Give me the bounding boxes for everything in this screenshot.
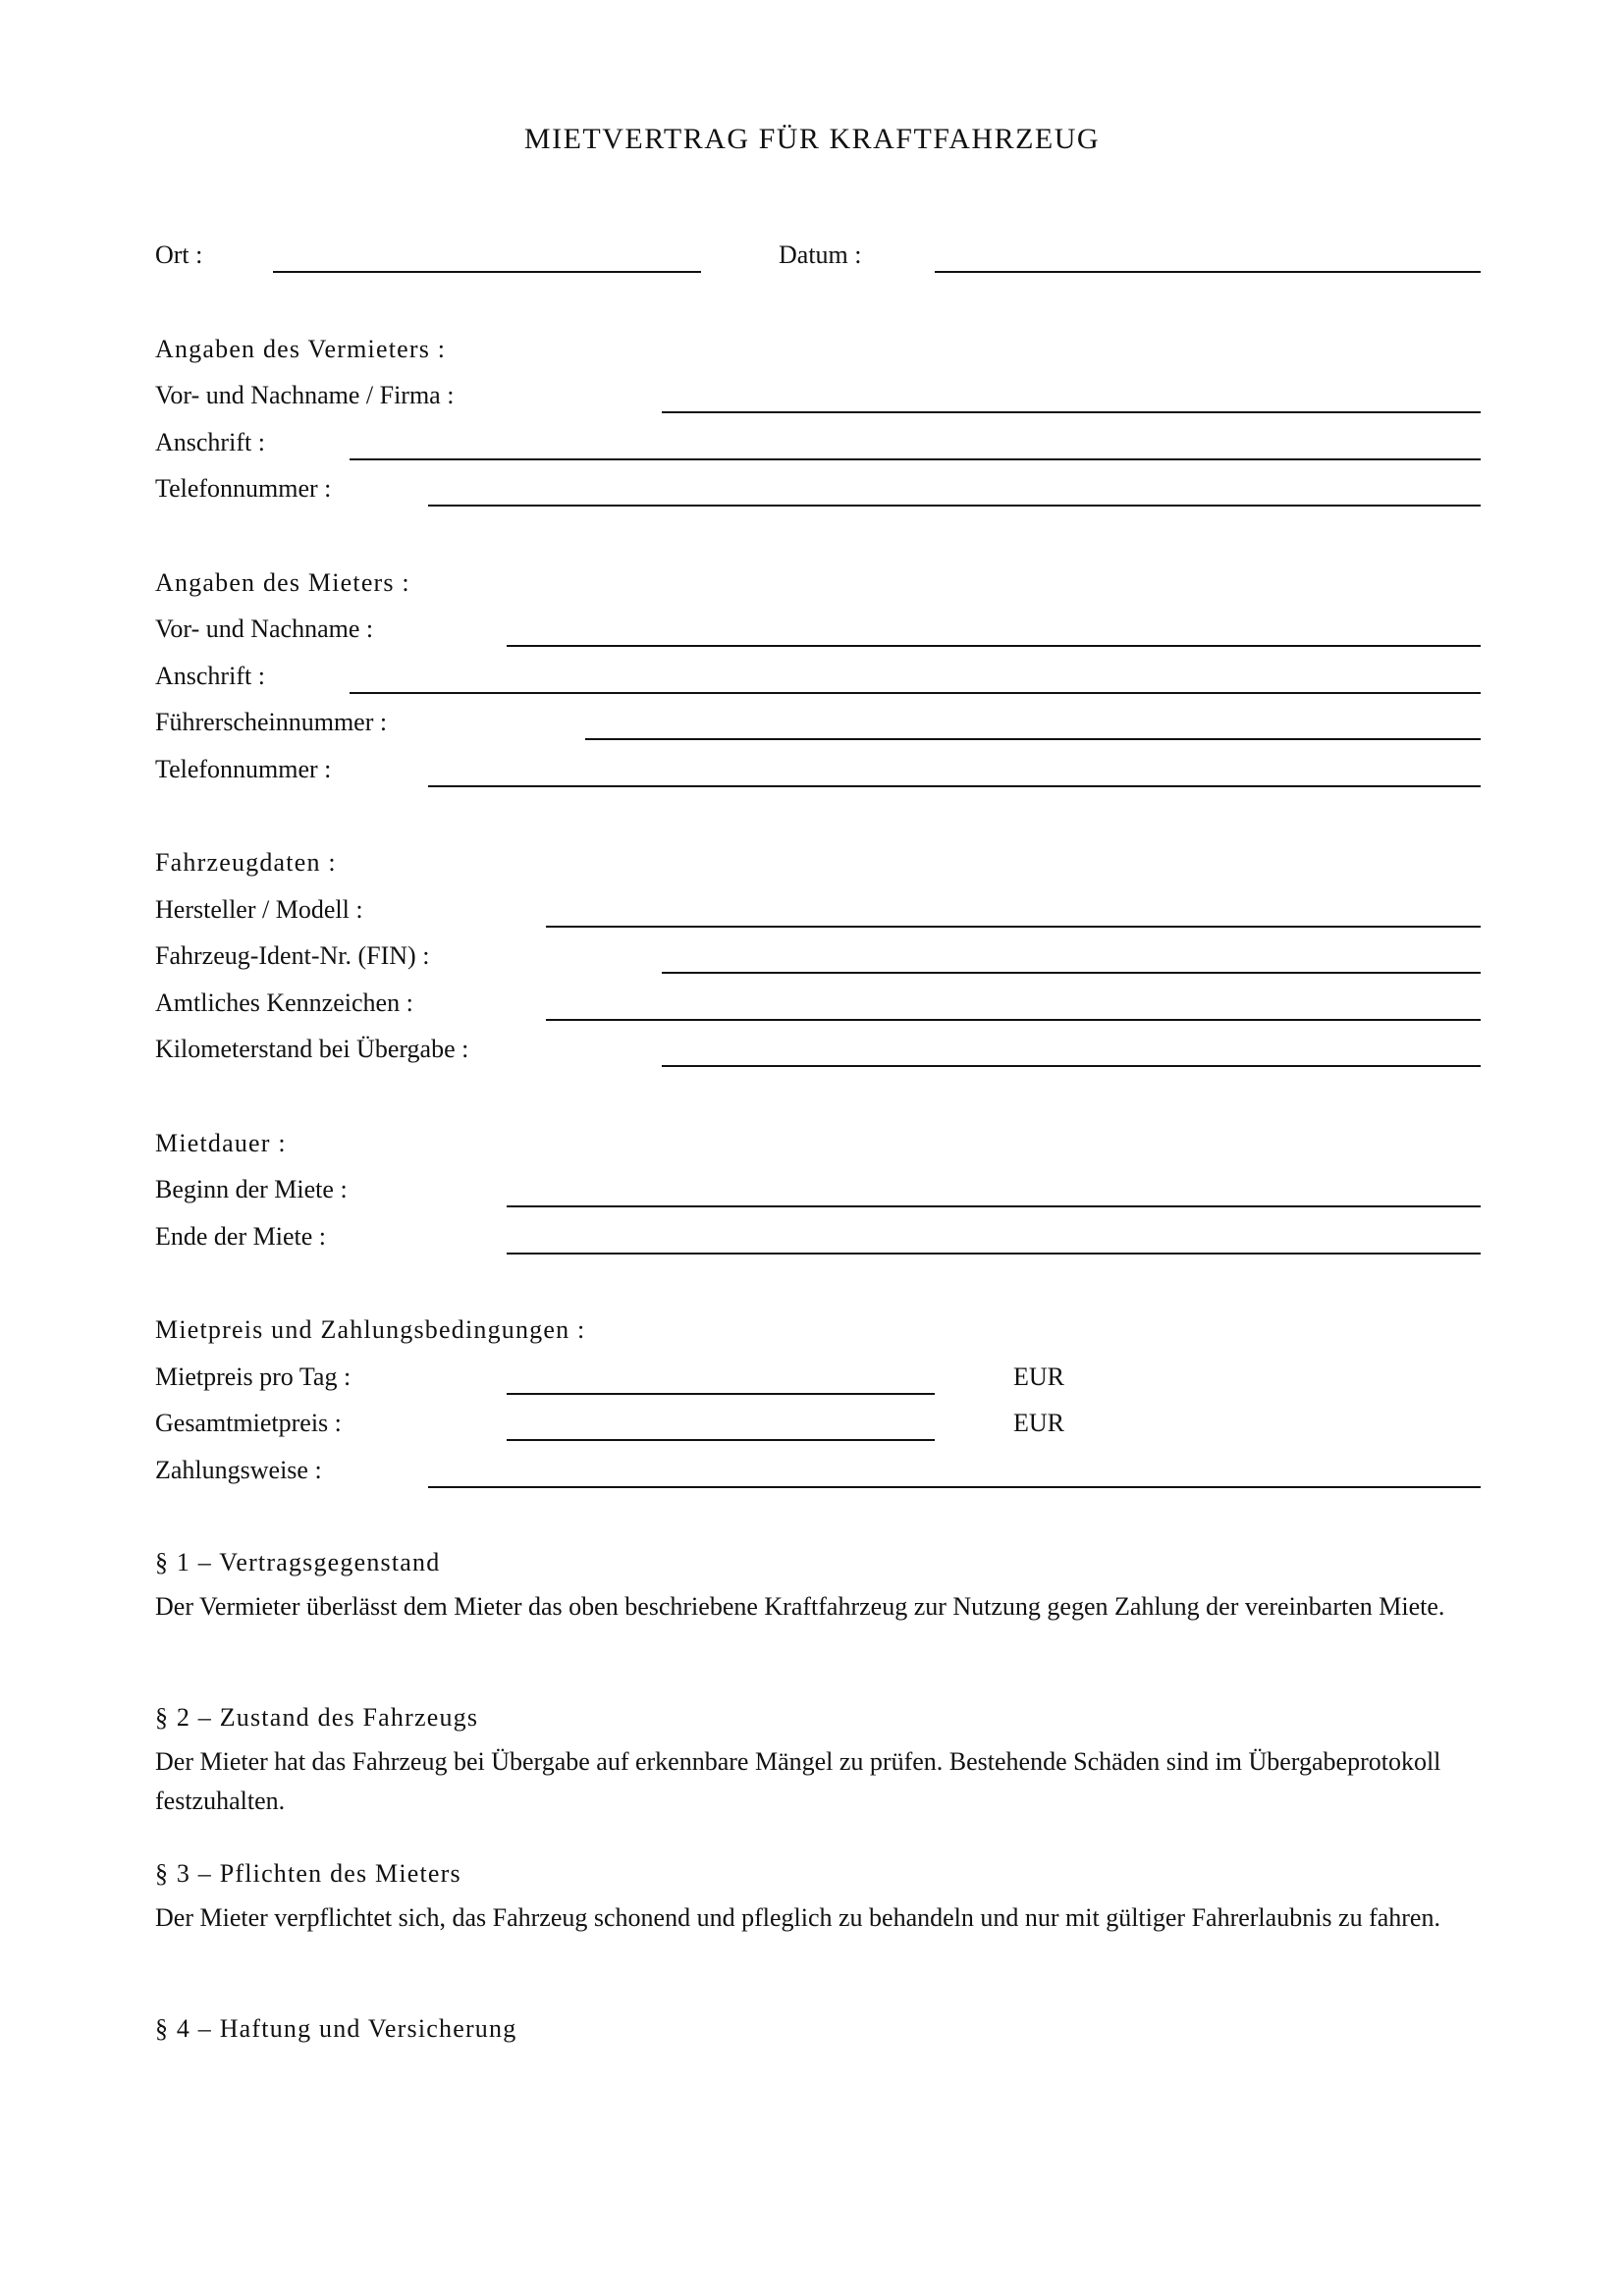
payment-total-field[interactable] <box>507 1439 935 1441</box>
section-2-heading: § 2 – Zustand des Fahrzeugs <box>155 1703 479 1732</box>
landlord-heading: Angaben des Vermieters : <box>155 335 447 363</box>
payment-method-label: Zahlungsweise : <box>155 1456 322 1484</box>
vehicle-plate-label: Amtliches Kennzeichen : <box>155 988 413 1017</box>
duration-heading: Mietdauer : <box>155 1129 287 1157</box>
duration-start-field[interactable] <box>507 1205 1481 1207</box>
page-title: MIETVERTRAG FÜR KRAFTFAHRZEUG <box>523 123 1101 155</box>
tenant-license-field[interactable] <box>585 738 1481 740</box>
vehicle-mileage-field[interactable] <box>662 1065 1481 1067</box>
payment-heading: Mietpreis und Zahlungsbedingungen : <box>155 1315 586 1344</box>
payment-total-currency: EUR <box>1013 1409 1064 1437</box>
section-2-text: Der Mieter hat das Fahrzeug bei Übergabe auf erkennbare Mängel zu prüfen. Bestehende Schäden sind im Übergabeprotokoll festzuhalten. <box>155 1747 1441 1815</box>
payment-daily-field[interactable] <box>507 1393 935 1395</box>
tenant-address-field[interactable] <box>350 692 1481 694</box>
payment-daily-currency: EUR <box>1013 1362 1064 1391</box>
section-3-heading: § 3 – Pflichten des Mieters <box>155 1859 461 1888</box>
section-3-text: Der Mieter verpflichtet sich, das Fahrzeug schonend und pfleglich zu behandeln und nur mit gültiger Fahrerlaubnis zu fahren. <box>155 1903 1440 1932</box>
landlord-phone-field[interactable] <box>428 505 1481 507</box>
landlord-address-field[interactable] <box>350 458 1481 460</box>
landlord-address-label: Anschrift : <box>155 428 265 456</box>
tenant-license-label: Führerscheinnummer : <box>155 708 388 736</box>
section-1-heading: § 1 – Vertragsgegenstand <box>155 1548 441 1576</box>
duration-end-label: Ende der Miete : <box>155 1222 326 1251</box>
landlord-phone-label: Telefonnummer : <box>155 474 332 503</box>
landlord-name-field[interactable] <box>662 411 1481 413</box>
vehicle-heading: Fahrzeugdaten : <box>155 848 337 877</box>
tenant-phone-label: Telefonnummer : <box>155 755 332 783</box>
tenant-name-label: Vor- und Nachname : <box>155 614 374 643</box>
vehicle-model-field[interactable] <box>546 926 1481 928</box>
date-label: Datum : <box>779 240 862 269</box>
section-1-text: Der Vermieter überlässt dem Mieter das oben beschriebene Kraftfahrzeug zur Nutzung gegen Zahlung der vereinbarten Miete. <box>155 1592 1445 1621</box>
vehicle-model-label: Hersteller / Modell : <box>155 895 363 924</box>
tenant-heading: Angaben des Mieters : <box>155 568 410 597</box>
date-field[interactable] <box>935 271 1481 273</box>
payment-daily-label: Mietpreis pro Tag : <box>155 1362 352 1391</box>
vehicle-vin-field[interactable] <box>662 972 1481 974</box>
payment-method-field[interactable] <box>428 1486 1481 1488</box>
vehicle-vin-label: Fahrzeug-Ident-Nr. (FIN) : <box>155 941 430 970</box>
vehicle-plate-field[interactable] <box>546 1019 1481 1021</box>
duration-end-field[interactable] <box>507 1253 1481 1255</box>
landlord-name-label: Vor- und Nachname / Firma : <box>155 381 455 409</box>
tenant-address-label: Anschrift : <box>155 662 265 690</box>
duration-start-label: Beginn der Miete : <box>155 1175 348 1203</box>
payment-total-label: Gesamtmietpreis : <box>155 1409 342 1437</box>
section-4-heading: § 4 – Haftung und Versicherung <box>155 2014 517 2043</box>
vehicle-mileage-label: Kilometerstand bei Übergabe : <box>155 1035 469 1063</box>
tenant-name-field[interactable] <box>507 645 1481 647</box>
place-field[interactable] <box>273 271 701 273</box>
tenant-phone-field[interactable] <box>428 785 1481 787</box>
place-label: Ort : <box>155 240 203 269</box>
